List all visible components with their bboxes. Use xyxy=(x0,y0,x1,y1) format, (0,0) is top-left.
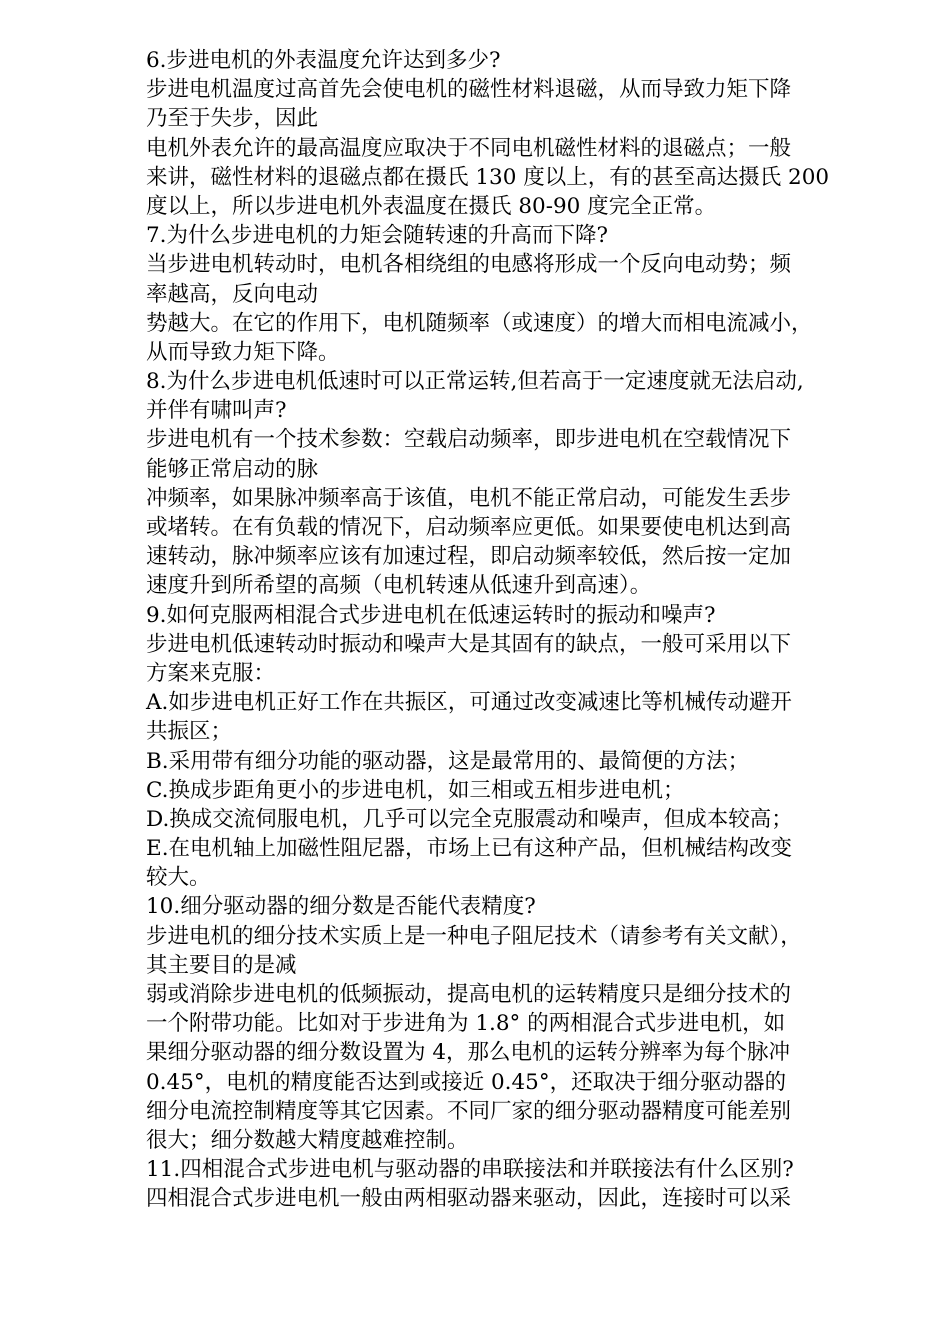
paragraph-line: 很大；细分数越大精度越难控制。 xyxy=(146,1127,469,1153)
paragraph-line: 速转动，脉冲频率应该有加速过程，即启动频率较低，然后按一定加 xyxy=(146,544,792,570)
heading-q11: 11.四相混合式步进电机与驱动器的串联接法和并联接法有什么区别? xyxy=(146,1157,794,1183)
paragraph-line: 率越高，反向电动 xyxy=(146,281,319,307)
list-item-c: C.换成步距角更小的步进电机，如三相或五相步进电机； xyxy=(146,777,685,803)
list-item-b: B.采用带有细分功能的驱动器，这是最常用的、最简便的方法； xyxy=(146,748,750,774)
paragraph-line: 步进电机温度过高首先会使电机的磁性材料退磁，从而导致力矩下降 xyxy=(146,77,792,103)
paragraph-line: 方案来克服： xyxy=(146,660,276,686)
paragraph-line: 或堵转。在有负载的情况下，启动频率应更低。如果要使电机达到高 xyxy=(146,515,792,540)
paragraph-line: 能够正常启动的脉 xyxy=(146,456,319,482)
paragraph-line: 0.45°，电机的精度能否达到或接近 0.45°，还取决于细分驱动器的 xyxy=(146,1069,787,1095)
heading-q7: 7.为什么步进电机的力矩会随转速的升高而下降? xyxy=(146,223,609,249)
paragraph-line: 当步进电机转动时，电机各相绕组的电感将形成一个反向电动势；频 xyxy=(146,252,792,278)
paragraph-line: 度以上，所以步进电机外表温度在摄氏 80-90 度完全正常。 xyxy=(146,193,717,219)
list-item-e: E.在电机轴上加磁性阻尼器，市场上已有这种产品，但机械结构改变 xyxy=(146,836,793,862)
paragraph-line: 乃至于失步，因此 xyxy=(146,106,319,132)
paragraph-line: 果细分驱动器的细分数设置为 4，那么电机的运转分辨率为每个脉冲 xyxy=(146,1040,791,1066)
heading-q6: 6.步进电机的外表温度允许达到多少? xyxy=(146,48,501,73)
paragraph-line: 四相混合式步进电机一般由两相驱动器来驱动，因此，连接时可以采 xyxy=(146,1186,792,1212)
paragraph-line: 电机外表允许的最高温度应取决于不同电机磁性材料的退磁点；一般 xyxy=(146,135,792,161)
paragraph-line: 步进电机低速转动时振动和噪声大是其固有的缺点，一般可采用以下 xyxy=(146,631,792,657)
paragraph-line: 冲频率，如果脉冲频率高于该值，电机不能正常启动，可能发生丢步 xyxy=(146,485,792,511)
list-item-a-cont: 共振区； xyxy=(146,719,233,745)
list-item-a: A.如步进电机正好工作在共振区，可通过改变减速比等机械传动避开 xyxy=(146,690,792,716)
paragraph-line: 势越大。在它的作用下，电机随频率（或速度）的增大而相电流减小， xyxy=(146,310,813,336)
heading-q10: 10.细分驱动器的细分数是否能代表精度? xyxy=(146,894,536,920)
paragraph-line: 一个附带功能。比如对于步进角为 1.8° 的两相混合式步进电机，如 xyxy=(146,1011,786,1037)
paragraph-line: 从而导致力矩下降。 xyxy=(146,339,340,365)
document-page xyxy=(146,46,876,1214)
paragraph-line: 步进电机有一个技术参数：空载启动频率，即步进电机在空载情况下 xyxy=(146,427,792,453)
list-item-d: D.换成交流伺服电机，几乎可以完全克服震动和噪声，但成本较高； xyxy=(146,806,793,832)
paragraph-line: 弱或消除步进电机的低频振动，提高电机的运转精度只是细分技术的 xyxy=(146,982,792,1007)
paragraph-line: 其主要目的是减 xyxy=(146,952,297,978)
list-item-e-cont: 较大。 xyxy=(146,865,211,891)
paragraph-line: 细分电流控制精度等其它因素。不同厂家的细分驱动器精度可能差别 xyxy=(146,1098,792,1124)
heading-q9: 9.如何克服两相混合式步进电机在低速运转时的振动和噪声? xyxy=(146,602,716,628)
heading-q8: 8.为什么步进电机低速时可以正常运转,但若高于一定速度就无法启动, xyxy=(146,369,804,395)
heading-q8-cont: 并伴有啸叫声? xyxy=(146,398,287,424)
paragraph-line: 来讲，磁性材料的退磁点都在摄氏 130 度以上，有的甚至高达摄氏 200 xyxy=(146,164,830,190)
paragraph-line: 速度升到所希望的高频（电机转速从低速升到高速）。 xyxy=(146,573,652,599)
paragraph-line: 步进电机的细分技术实质上是一种电子阻尼技术（请参考有关文献）， xyxy=(146,923,802,949)
